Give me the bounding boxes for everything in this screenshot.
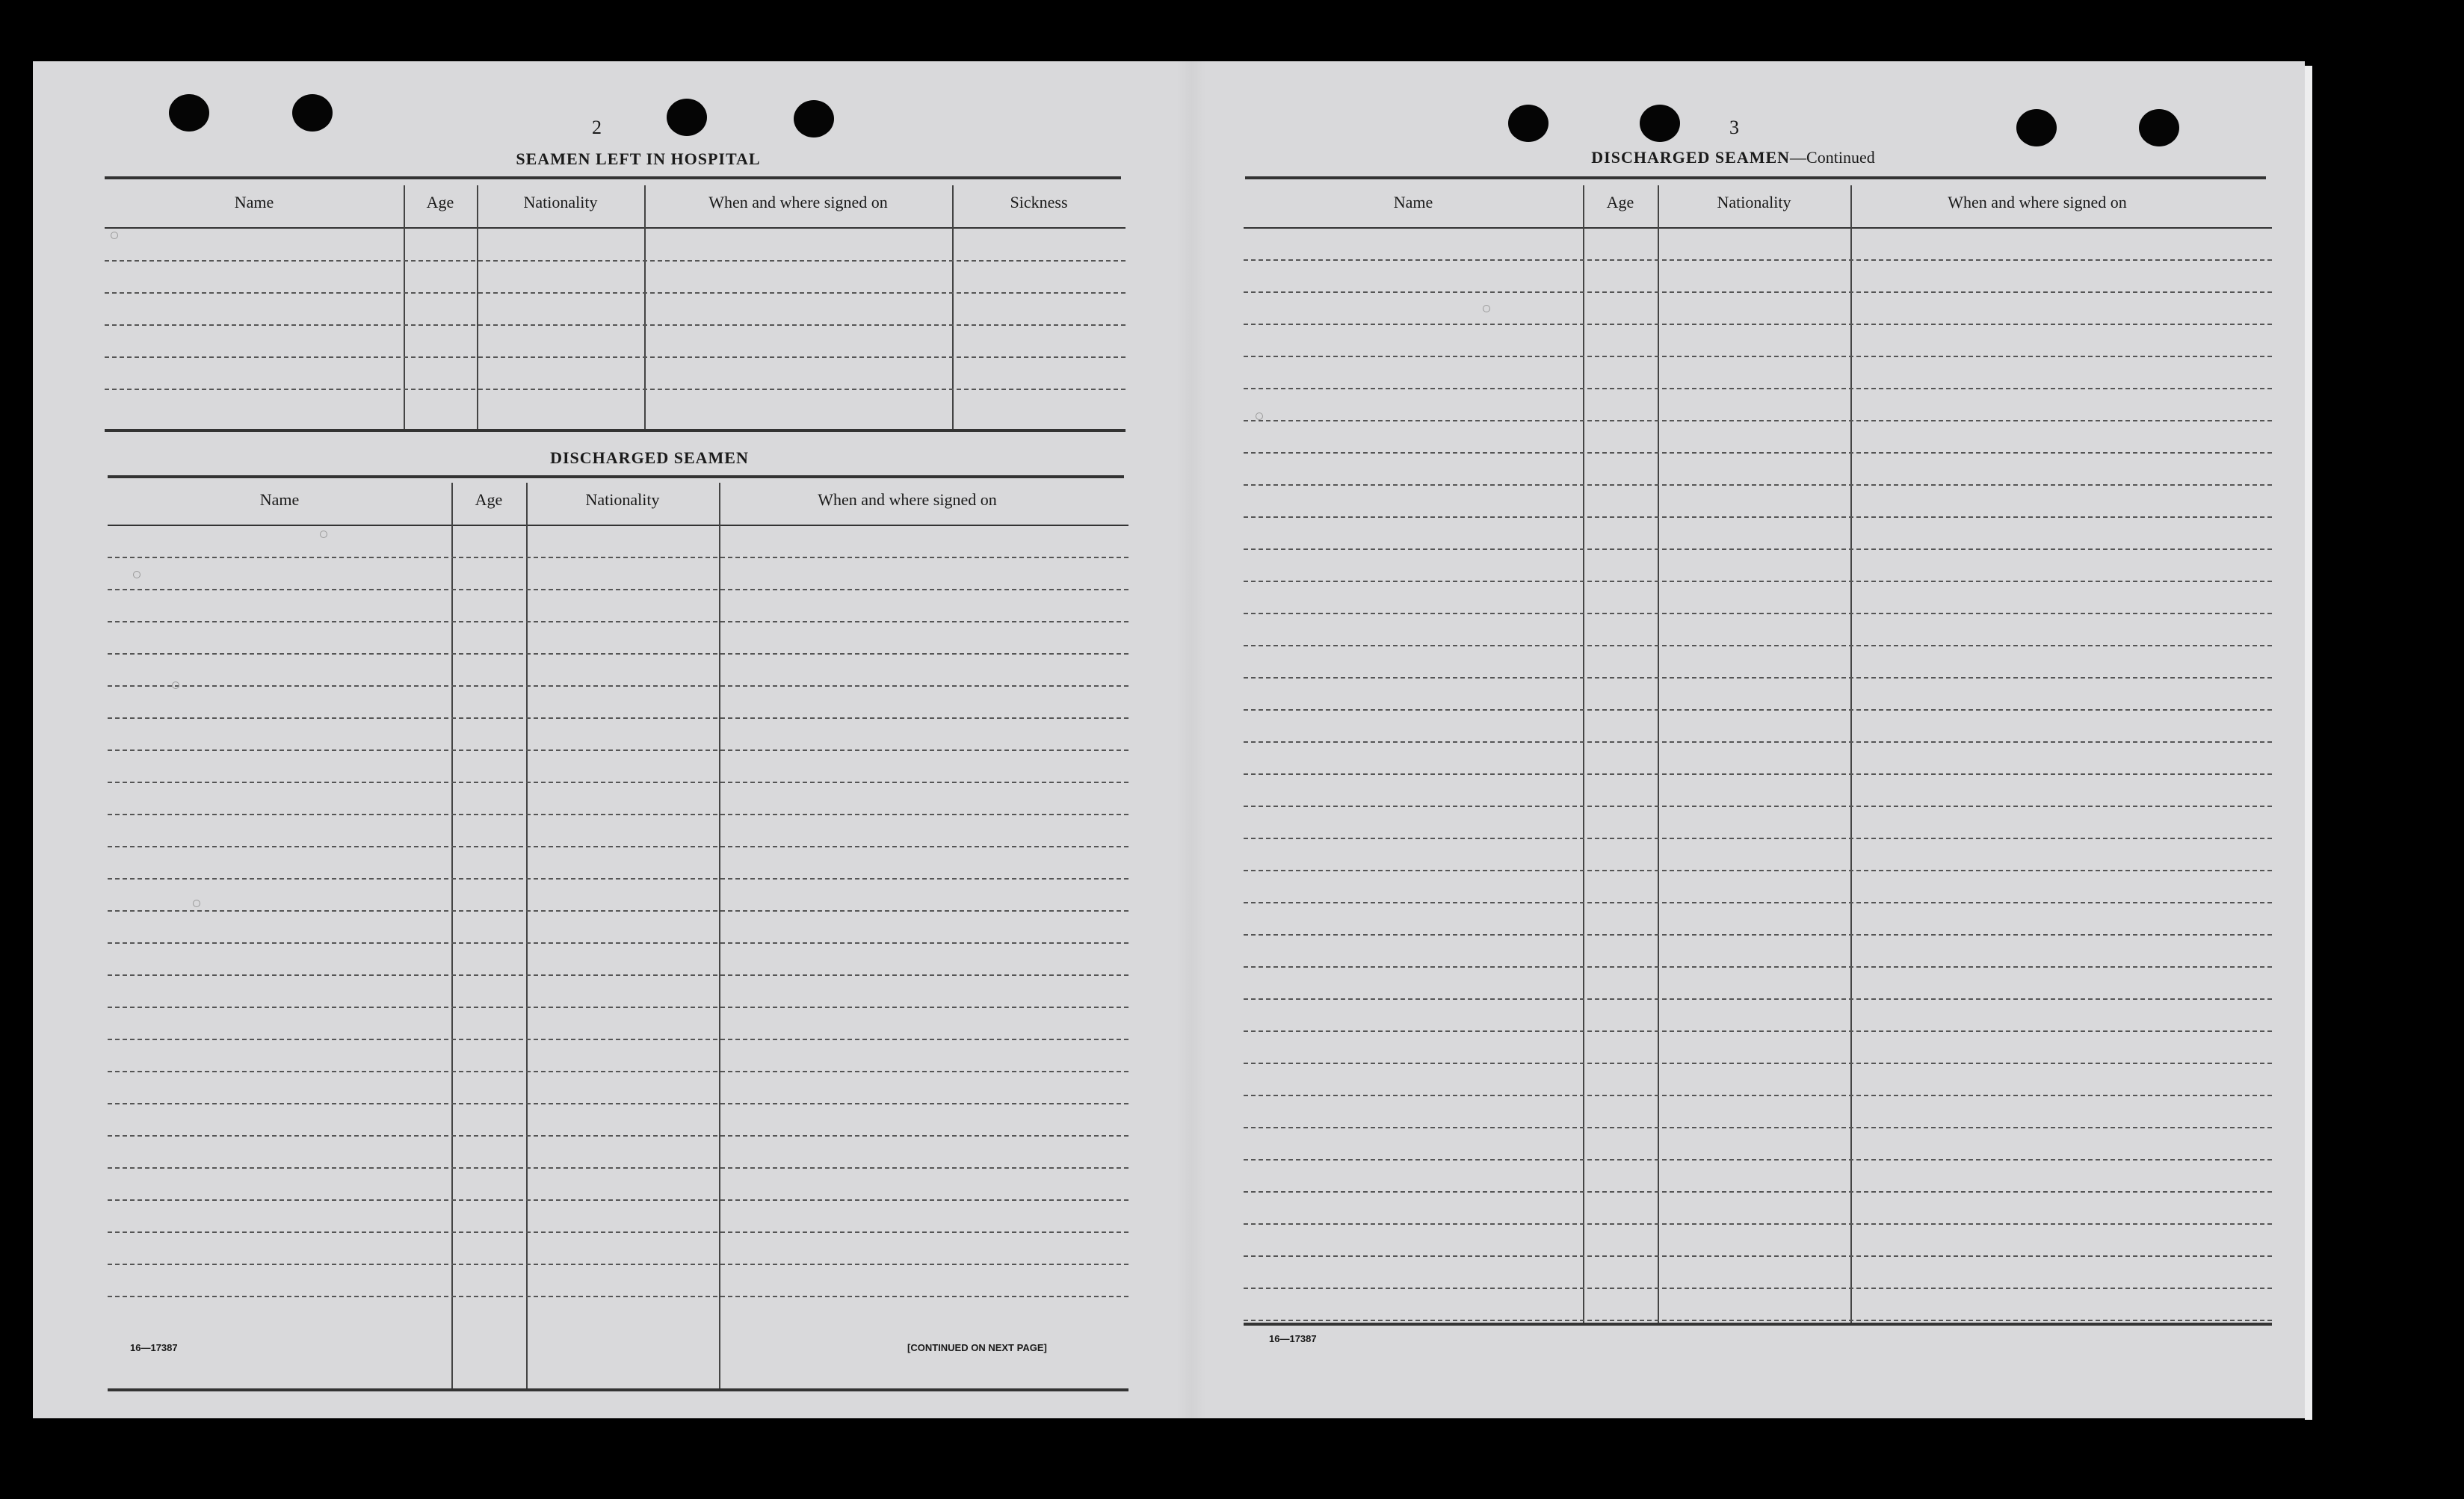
table-row: [1244, 709, 2272, 711]
table-row: [1244, 966, 2272, 968]
column-divider: [451, 483, 453, 1391]
column-header-age: Age: [1606, 193, 1634, 211]
table-row: [1244, 291, 2272, 293]
discharged-continued-top-rule: [1245, 176, 2266, 179]
page-number-left: 2: [592, 117, 602, 138]
punch-hole: [292, 94, 333, 132]
table-row: [108, 1007, 1128, 1008]
hospital-section-title: SEAMEN LEFT IN HOSPITAL: [516, 149, 761, 168]
table-row: [1244, 902, 2272, 903]
table-row: [108, 653, 1128, 655]
paper-speck: [111, 232, 118, 239]
punch-hole: [1508, 105, 1549, 142]
page-fold: [1176, 61, 1206, 1418]
table-row: [1244, 1127, 2272, 1128]
table-bottom-rule: [1244, 1323, 2272, 1326]
table-row: [108, 782, 1128, 783]
table-row: [1244, 677, 2272, 679]
column-header-when-where: When and where signed on: [1948, 193, 2127, 211]
table-row: [1244, 548, 2272, 550]
discharged-continued-title: [1572, 148, 1894, 167]
column-header-when-where: When and where signed on: [818, 490, 997, 509]
table-row: [1244, 516, 2272, 518]
page-number-right: 3: [1729, 117, 1739, 138]
discharged-continued-title-main: DISCHARGED SEAMEN: [1591, 148, 1791, 167]
paper-speck: [1256, 412, 1263, 420]
table-row: [108, 1135, 1128, 1137]
column-divider: [526, 483, 528, 1391]
table-row: [1244, 1223, 2272, 1225]
table-row: [1244, 259, 2272, 261]
table-row: [1244, 645, 2272, 646]
form-number-right: 16—17387: [1269, 1333, 1317, 1344]
table-row: [1244, 1255, 2272, 1257]
table-row: [105, 260, 1126, 262]
table-bottom-rule: [108, 1388, 1128, 1391]
punch-hole: [169, 94, 209, 132]
table-row: [1244, 452, 2272, 454]
table-row: [1244, 613, 2272, 614]
table-row: [1244, 1030, 2272, 1032]
table-row: [1244, 1191, 2272, 1193]
column-header-sickness: Sickness: [1010, 193, 1068, 211]
table-row: [1244, 324, 2272, 325]
table-row: [1244, 484, 2272, 486]
table-row: [108, 878, 1128, 880]
table-row: [108, 1071, 1128, 1072]
table-row: [108, 974, 1128, 976]
table-row: [108, 942, 1128, 944]
table-row: [1244, 1095, 2272, 1096]
table-row: [1244, 388, 2272, 389]
punch-hole: [2139, 109, 2179, 146]
document-sheet: [33, 61, 2305, 1418]
table-row: [1244, 1063, 2272, 1064]
column-header-nationality: Nationality: [523, 193, 598, 211]
table-row: [1244, 998, 2272, 1000]
table-row: [108, 685, 1128, 687]
discharged-section-title: DISCHARGED SEAMEN: [550, 448, 749, 467]
table-row: [108, 750, 1128, 751]
column-divider: [477, 185, 478, 432]
table-row: [108, 717, 1128, 719]
column-divider: [404, 185, 405, 432]
table-row: [108, 910, 1128, 912]
table-row: [1244, 934, 2272, 936]
table-row: [1244, 581, 2272, 582]
table-row: [108, 814, 1128, 815]
table-row: [108, 1199, 1128, 1201]
column-header-name: Name: [259, 490, 300, 509]
punch-hole: [794, 100, 834, 137]
table-row: [108, 589, 1128, 590]
table-row: [1244, 1320, 2272, 1321]
discharged-table-header: [108, 483, 1128, 526]
continued-suffix: —Continued: [1790, 148, 1875, 167]
table-row: [105, 356, 1126, 358]
table-row: [1244, 741, 2272, 743]
table-row: [108, 1103, 1128, 1104]
table-row: [105, 324, 1126, 326]
paper-speck: [320, 531, 327, 538]
paper-speck: [1483, 305, 1490, 312]
column-divider: [644, 185, 646, 432]
table-row: [108, 1264, 1128, 1265]
column-divider: [952, 185, 954, 432]
discharged-continued-header: [1244, 185, 2272, 229]
table-row: [108, 1039, 1128, 1040]
discharged-top-rule: [108, 475, 1124, 478]
column-header-name: Name: [1393, 193, 1433, 211]
continued-note: [CONTINUED ON NEXT PAGE]: [907, 1342, 1047, 1353]
punch-hole: [2016, 109, 2057, 146]
form-number-left: 16—17387: [130, 1342, 178, 1353]
punch-hole: [667, 99, 707, 136]
table-row: [108, 1167, 1128, 1169]
column-header-name: Name: [234, 193, 274, 211]
paper-speck: [133, 571, 141, 578]
punch-hole: [1640, 105, 1680, 142]
table-row: [1244, 1288, 2272, 1289]
column-header-nationality: Nationality: [585, 490, 660, 509]
table-row: [1244, 838, 2272, 839]
table-row: [108, 1231, 1128, 1233]
discharged-table-right: [1244, 185, 2272, 1326]
column-header-age: Age: [426, 193, 454, 211]
column-divider: [719, 483, 720, 1391]
column-header-nationality: Nationality: [1717, 193, 1791, 211]
table-row: [105, 292, 1126, 294]
table-row: [1244, 870, 2272, 871]
table-row: [1244, 1159, 2272, 1160]
column-header-age: Age: [475, 490, 503, 509]
discharged-table-left: [108, 483, 1128, 1391]
hospital-table-header: [105, 185, 1126, 229]
hospital-top-rule: [105, 176, 1121, 179]
hospital-table: [105, 185, 1126, 432]
column-header-when-where: When and where signed on: [708, 193, 888, 211]
hospital-bottom-rule: [105, 429, 1126, 432]
table-row: [1244, 420, 2272, 421]
table-row: [108, 621, 1128, 622]
table-row: [108, 557, 1128, 558]
table-row: [1244, 773, 2272, 775]
paper-speck: [172, 681, 179, 689]
paper-speck: [193, 900, 200, 907]
table-row: [108, 846, 1128, 847]
table-row: [105, 389, 1126, 390]
table-row: [1244, 356, 2272, 357]
table-row: [108, 1296, 1128, 1297]
table-row: [1244, 806, 2272, 807]
